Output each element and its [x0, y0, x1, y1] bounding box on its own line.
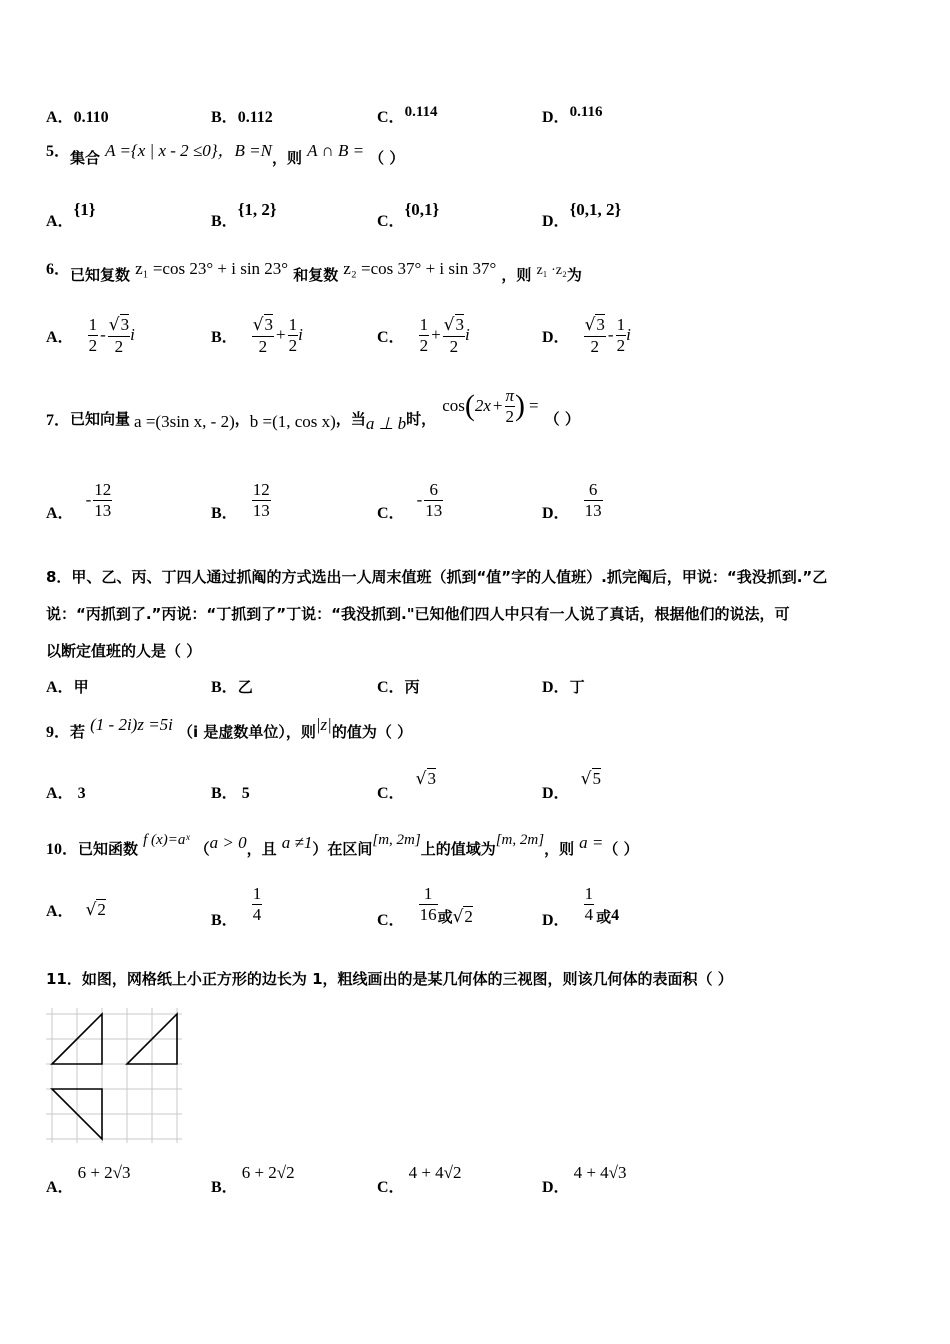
q5-option-b[interactable]: B．{1, 2} — [211, 200, 277, 230]
q11-option-d[interactable]: D．4 + 4√3 — [542, 1163, 627, 1196]
q8-option-a[interactable]: A．甲 — [46, 678, 89, 696]
q7-option-c[interactable]: C． - $\frac{6}{13}$ — [377, 480, 443, 522]
q11-option-a[interactable]: A．6 + 2√3 — [46, 1163, 131, 1196]
q5-option-d[interactable]: D．{0,1, 2} — [542, 200, 622, 230]
q6-z1: z₁ =cos 23° + i sin 23° — [135, 259, 289, 278]
q8-line-2: 说：“丙抓到了.”丙说：“丁抓到了”丁说：“我没抓到."已知他们四人中只有一人说了真话，根据他们的说法，可 — [46, 605, 790, 623]
q5-set-formula: A ={x | x - 2 ≤0}，B =N — [105, 141, 272, 160]
q10-option-c[interactable]: C． $\frac{1}{16}$ 或 √2 — [377, 884, 473, 929]
q11-three-view-figure — [46, 1008, 186, 1144]
q7-perp: a ⊥ b — [365, 414, 407, 434]
q11-text: 11．如图，网格纸上小正方形的边长为 1，粗线画出的是某几何体的三视图，则该几何体的表面积（ ） — [46, 970, 733, 988]
q9-option-d[interactable]: D． √5 — [542, 769, 601, 802]
q7-option-b[interactable]: B． $\frac{12}{13}$ — [211, 480, 270, 522]
question-9: 9．若 (1 - 2i)z =5i （i 是虚数单位），则|z|的值为（ ） — [46, 715, 413, 741]
question-5: 5．集合 A ={x | x - 2 ≤0}，B =N，则 A ∩ B = （ ） — [46, 141, 405, 167]
q6-option-a[interactable]: A． $\frac{1}{2}$ - $\frac{√3}{2}$ i — [46, 315, 135, 356]
q5-intersection: A ∩ B = — [307, 141, 365, 160]
question-10: 10．已知函数 f (x)=aˣ （a > 0，且 a ≠1）在区间[m, 2m]上的值域为[m, 2m]，则 a =（ ） — [46, 832, 639, 858]
grid-lines — [46, 1008, 182, 1143]
q10-option-d[interactable]: D． $\frac{1}{4}$ 或 4 — [542, 884, 620, 929]
q9-equation: (1 - 2i)z =5i — [90, 715, 173, 734]
q8-option-c[interactable]: C．丙 — [377, 678, 420, 696]
q10-range: [m, 2m] — [495, 832, 545, 848]
q9-abs-z: |z| — [315, 715, 332, 734]
q9-option-c[interactable]: C． √3 — [377, 769, 436, 802]
q6-product: z₁ ·z₂ — [536, 263, 567, 278]
q4-option-d[interactable]: D．0.116 — [542, 104, 603, 126]
q11-option-b[interactable]: B．6 + 2√2 — [211, 1163, 295, 1196]
q5-option-a[interactable]: A．{1} — [46, 200, 96, 230]
q10-interval: [m, 2m] — [372, 832, 421, 848]
q8-option-b[interactable]: B．乙 — [211, 678, 253, 696]
q7-option-a[interactable]: A． - $\frac{12}{13}$ — [46, 480, 112, 522]
q8-line-3: 以断定值班的人是（ ） — [46, 642, 202, 660]
q6-option-c[interactable]: C． $\frac{1}{2}$ + $\frac{√3}{2}$ i — [377, 315, 470, 356]
q9-option-b[interactable]: B． 5 — [211, 785, 250, 802]
q4-option-b[interactable]: B．0.112 — [211, 109, 273, 126]
q9-option-a[interactable]: A． 3 — [46, 785, 86, 802]
q4-option-c[interactable]: C．0.114 — [377, 104, 438, 126]
q10-option-b[interactable]: B． $\frac{1}{4}$ — [211, 884, 262, 929]
q7-vector-a: a =(3sin x, - 2) — [134, 412, 235, 432]
q5-option-c[interactable]: C．{0,1} — [377, 200, 440, 230]
q7-vector-b: b =(1, cos x) — [249, 412, 336, 432]
q10-function: f (x)=aˣ — [143, 832, 190, 848]
q11-option-c[interactable]: C．4 + 4√2 — [377, 1163, 462, 1196]
q6-option-b[interactable]: B． $\frac{√3}{2}$ + $\frac{1}{2}$ i — [211, 315, 303, 356]
q7-option-d[interactable]: D． $\frac{6}{13}$ — [542, 480, 602, 522]
q6-z2: z₂ =cos 37° + i sin 37° — [343, 259, 497, 278]
question-6: 6．已知复数 z₁ =cos 23° + i sin 23° 和复数 z₂ =cos 37° + i sin 37° ，则 z₁ ·z₂为 — [46, 259, 582, 284]
q10-option-a[interactable]: A． √ 2 — [46, 899, 106, 920]
q8-line-1: 8．甲、乙、丙、丁四人通过抓阄的方式选出一人周末值班（抓到“值”字的人值班）.抓完阄后，甲说：“我没抓到.”乙 — [46, 568, 828, 586]
q8-option-d[interactable]: D．丁 — [542, 678, 585, 696]
question-7: 7． 已知向量 a =(3sin x, - 2) ， b =(1, cos x) ，当 a ⊥ b 时， cos ( 2x + $\frac{\pi}{2}$ ) = （ ） — [46, 386, 580, 434]
q6-option-d[interactable]: D． $\frac{√3}{2}$ - $\frac{1}{2}$ i — [542, 315, 631, 356]
q4-option-a[interactable]: A．0.110 — [46, 109, 109, 126]
